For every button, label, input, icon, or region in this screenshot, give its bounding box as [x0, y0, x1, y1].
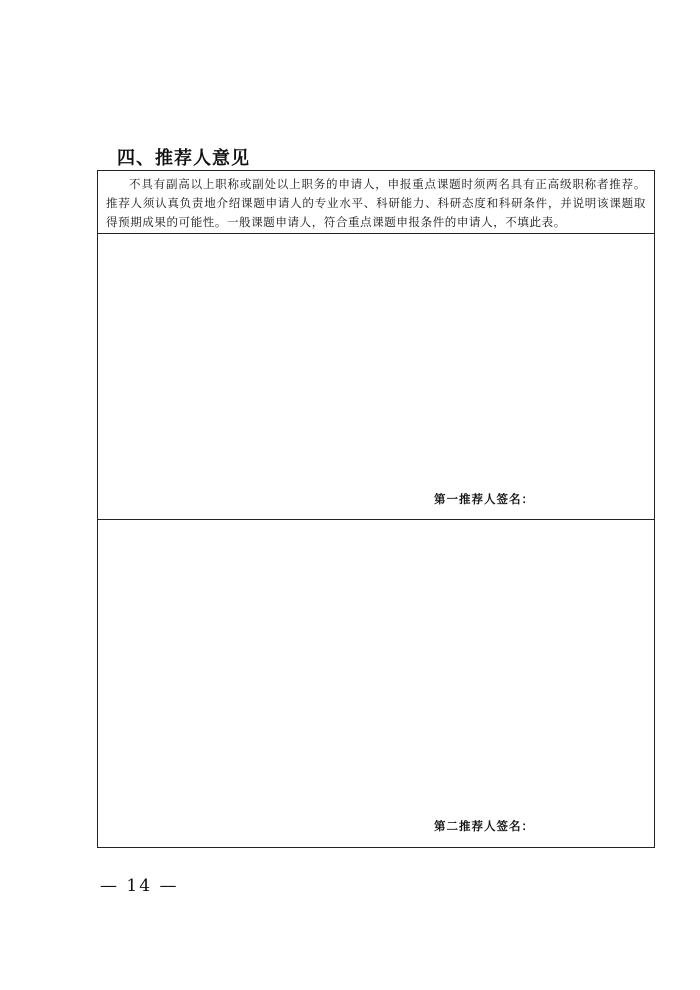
section-title: 四、推荐人意见: [117, 148, 250, 169]
notice-text: 不具有副高以上职称或副处以上职务的申请人，申报重点课题时须两名具有正高级职称者推荐。推荐人须认真负责地介绍课题申请人的专业水平、科研能力、科研态度和科研条件，并说明该课题取得预期成果的可能性。一般课题申请人，符合重点课题申报条件的申请人，不填此表。: [106, 177, 646, 229]
second-recommender-signature-label: 第二推荐人签名：: [434, 819, 534, 833]
notice-row: [98, 171, 654, 234]
first-recommender-field[interactable]: [98, 234, 654, 520]
recommender-opinion-table: [97, 170, 655, 848]
page-number: — 14 —: [100, 876, 179, 896]
first-recommender-signature-label: 第一推荐人签名：: [434, 492, 534, 506]
second-recommender-field[interactable]: [98, 520, 654, 846]
